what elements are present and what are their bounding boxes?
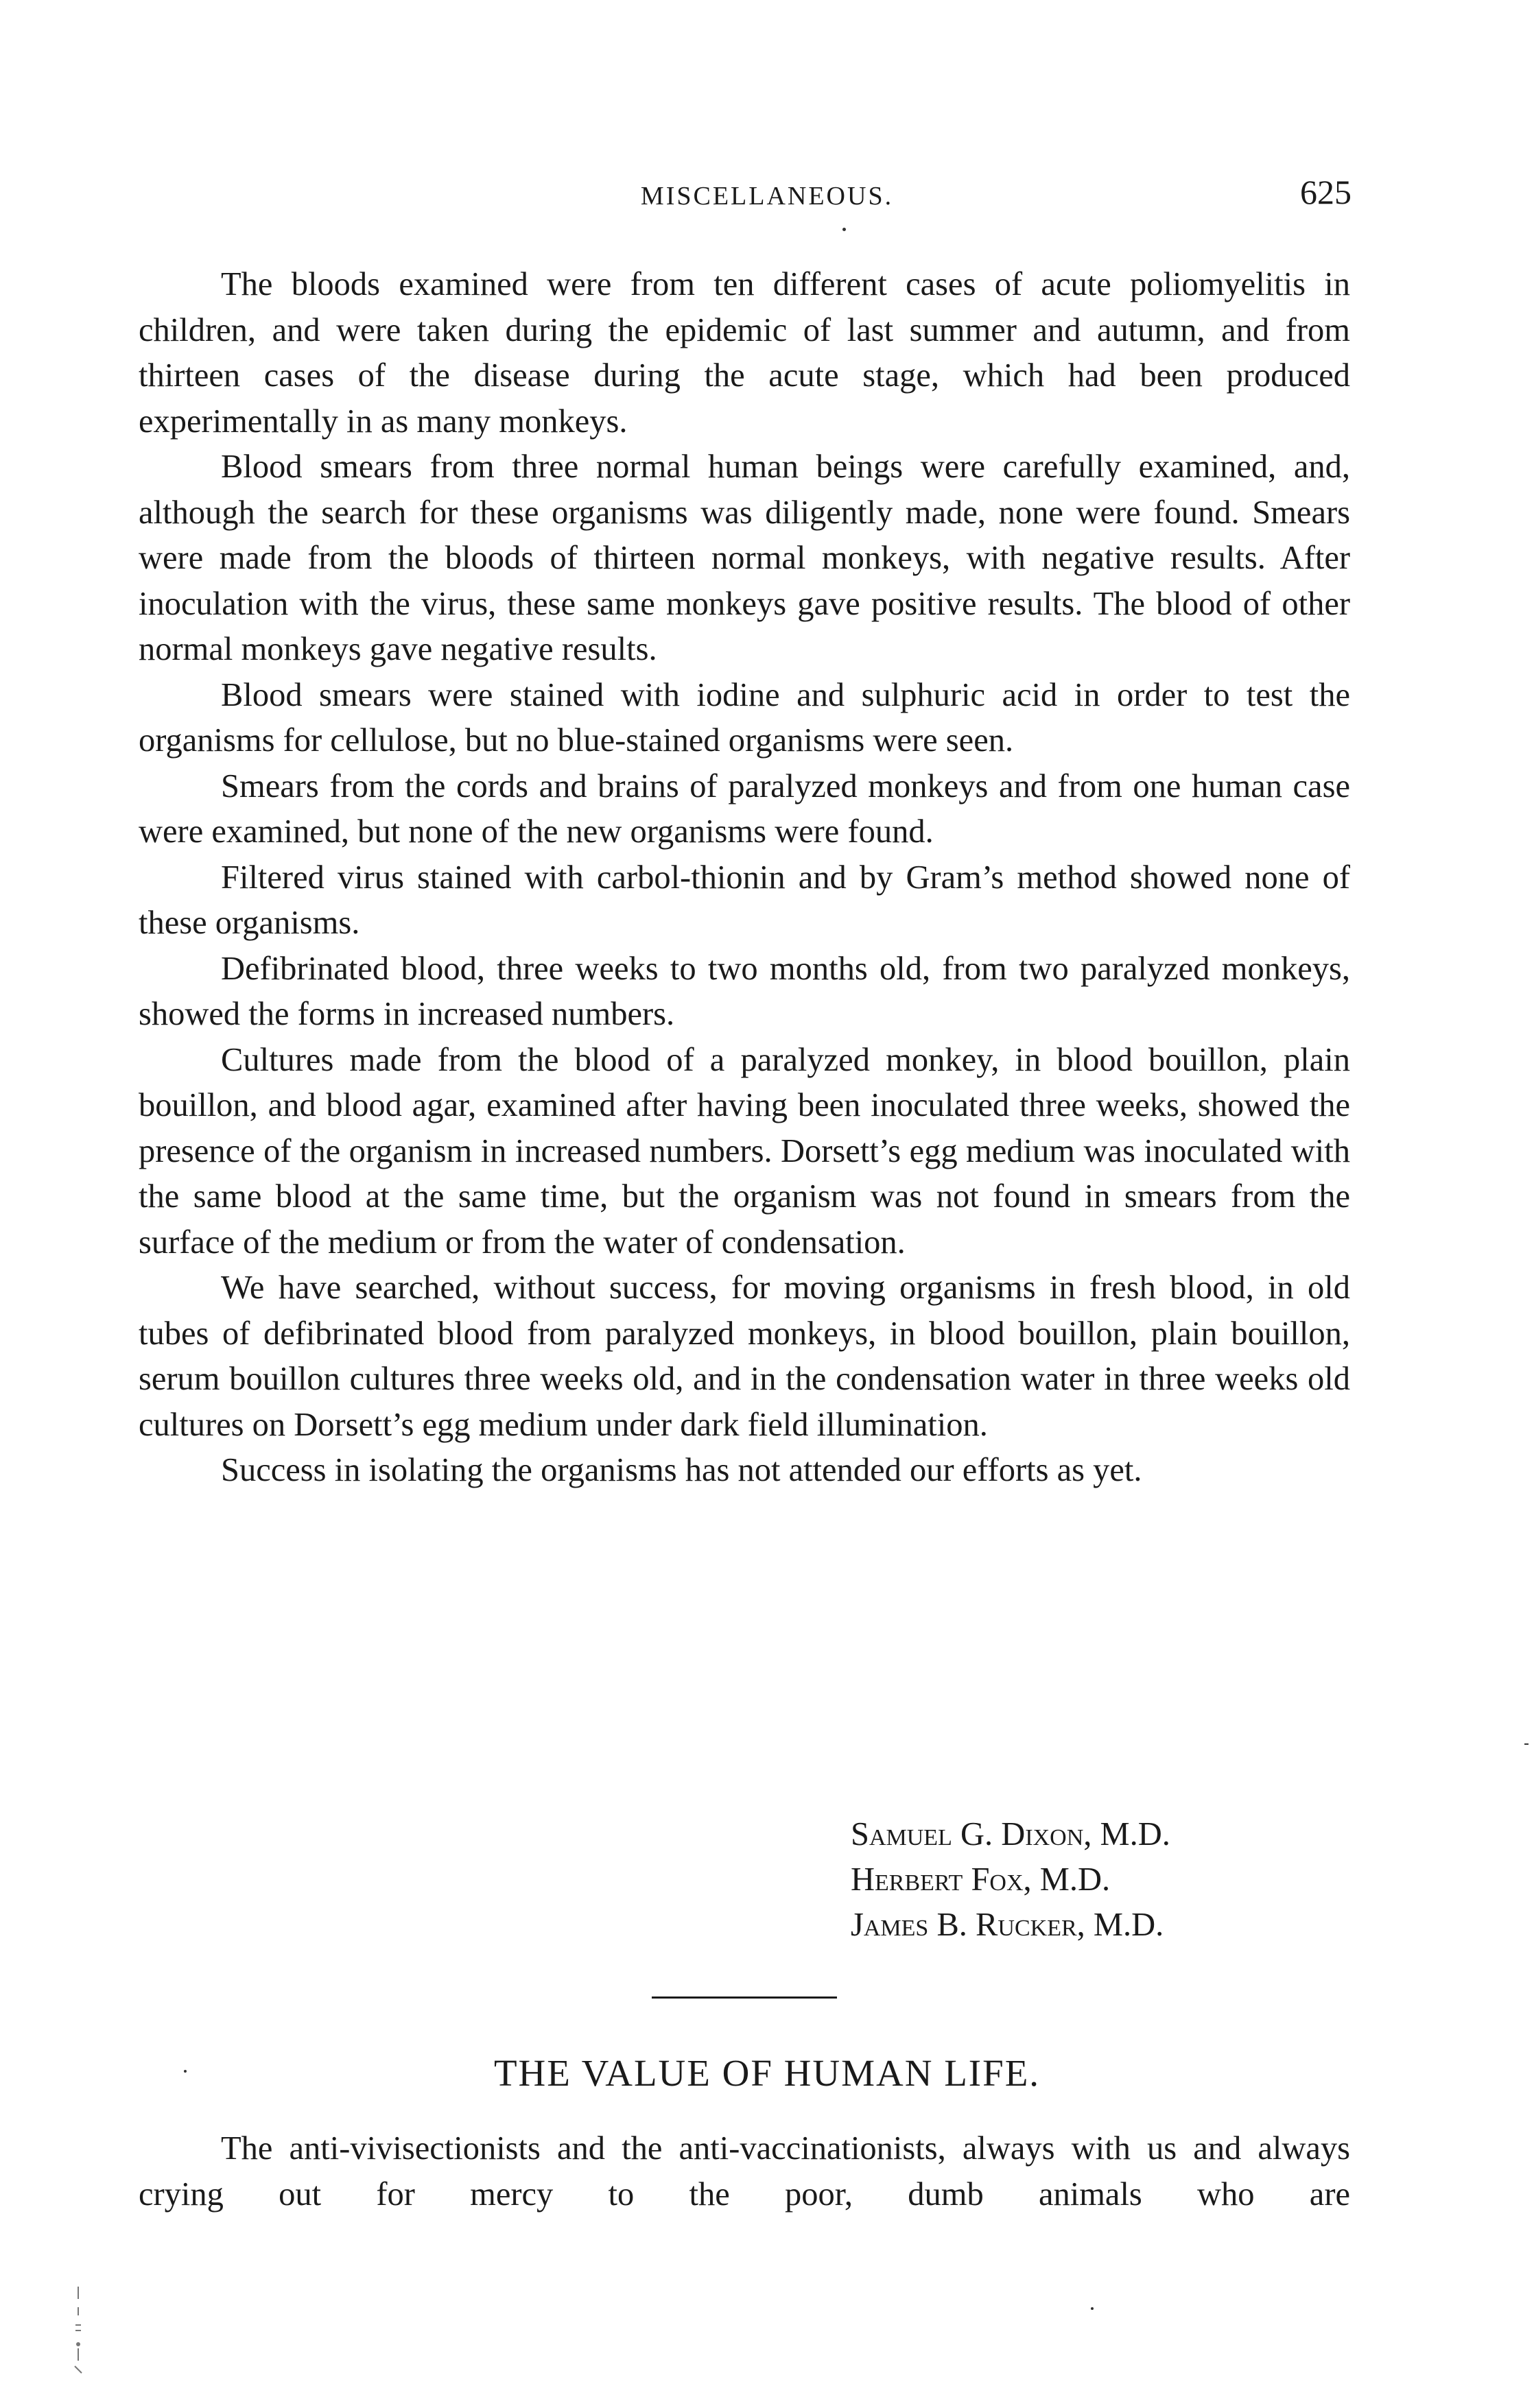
signature-line: Samuel G. Dixon, M.D. <box>851 1816 1170 1852</box>
author-signatures <box>851 1812 1372 1948</box>
section-divider <box>652 1996 837 1999</box>
body-paragraph: Blood smears were stained with iodine and sulphuric acid in order to test the organisms for cellulose, but no blue-stained organisms were seen. <box>139 676 1350 759</box>
body-paragraph: The bloods examined were from ten different cases of acute poliomyelitis in children, and were taken during the epidemic of last summer and autumn, and from thirteen cases of the disease during the acute stage, which had been produced experimentally in as many monkeys. <box>139 266 1350 440</box>
body-paragraph: We have searched, without success, for moving organisms in fresh blood, in old tubes of defibrinated blood from paralyzed monkeys, in blood bouillon, plain bouillon, serum bouillon cultures three weeks old, and in the condensation water in three weeks old cultures on Dorsett’s egg medium under dark field illumination. <box>139 1269 1350 1443</box>
body-paragraph: Success in isolating the organisms has not attended our efforts as yet. <box>221 1452 1142 1488</box>
body-paragraph: Smears from the cords and brains of paralyzed monkeys and from one human case were examined, but none of the new organisms were found. <box>139 767 1350 850</box>
article-body <box>139 262 1350 1494</box>
section-paragraph: The anti-vivisectionists and the anti-vaccinationists, always with us and always crying out for mercy to the poor, dumb animals who are <box>139 2130 1350 2213</box>
body-paragraph: Defibrinated blood, three weeks to two months old, from two paralyzed monkeys, showed the forms in increased numbers. <box>139 950 1350 1032</box>
body-paragraph: Cultures made from the blood of a paralyzed monkey, in blood bouillon, plain bouillon, and blood agar, examined after having been inoculated three weeks, showed the presence of the organism in increased numbers. Dorsett’s egg medium was inoculated with the same blood at the same time, but the organism was not found in smears from the surface of the medium or from the water of condensation. <box>139 1041 1350 1261</box>
section-body <box>139 2126 1350 2217</box>
print-speck <box>1091 2307 1094 2310</box>
running-head <box>0 171 1534 219</box>
section-title: THE VALUE OF HUMAN LIFE. <box>493 2052 1041 2094</box>
signature-line: James B. Rucker, M.D. <box>851 1907 1164 1943</box>
margin-marks <box>71 2284 85 2380</box>
body-paragraph: Filtered virus stained with carbol-thionin and by Gram’s method showed none of these organisms. <box>139 859 1350 941</box>
page-number: 625 <box>1300 173 1352 211</box>
signature-line: Herbert Fox, M.D. <box>851 1861 1111 1898</box>
body-paragraph: Blood smears from three normal human beings were carefully examined, and, although the search for these organisms was diligently made, none were found. Smears were made from the bloods of thirteen normal monkeys, with negative results. After inoculation with the virus, these same monkeys gave positive results. The blood of other normal monkeys gave negative results. <box>139 449 1350 667</box>
print-speck <box>1524 1743 1529 1745</box>
print-speck <box>842 228 846 231</box>
running-title: MISCELLANEOUS. <box>640 182 894 211</box>
print-speck <box>184 2070 187 2073</box>
